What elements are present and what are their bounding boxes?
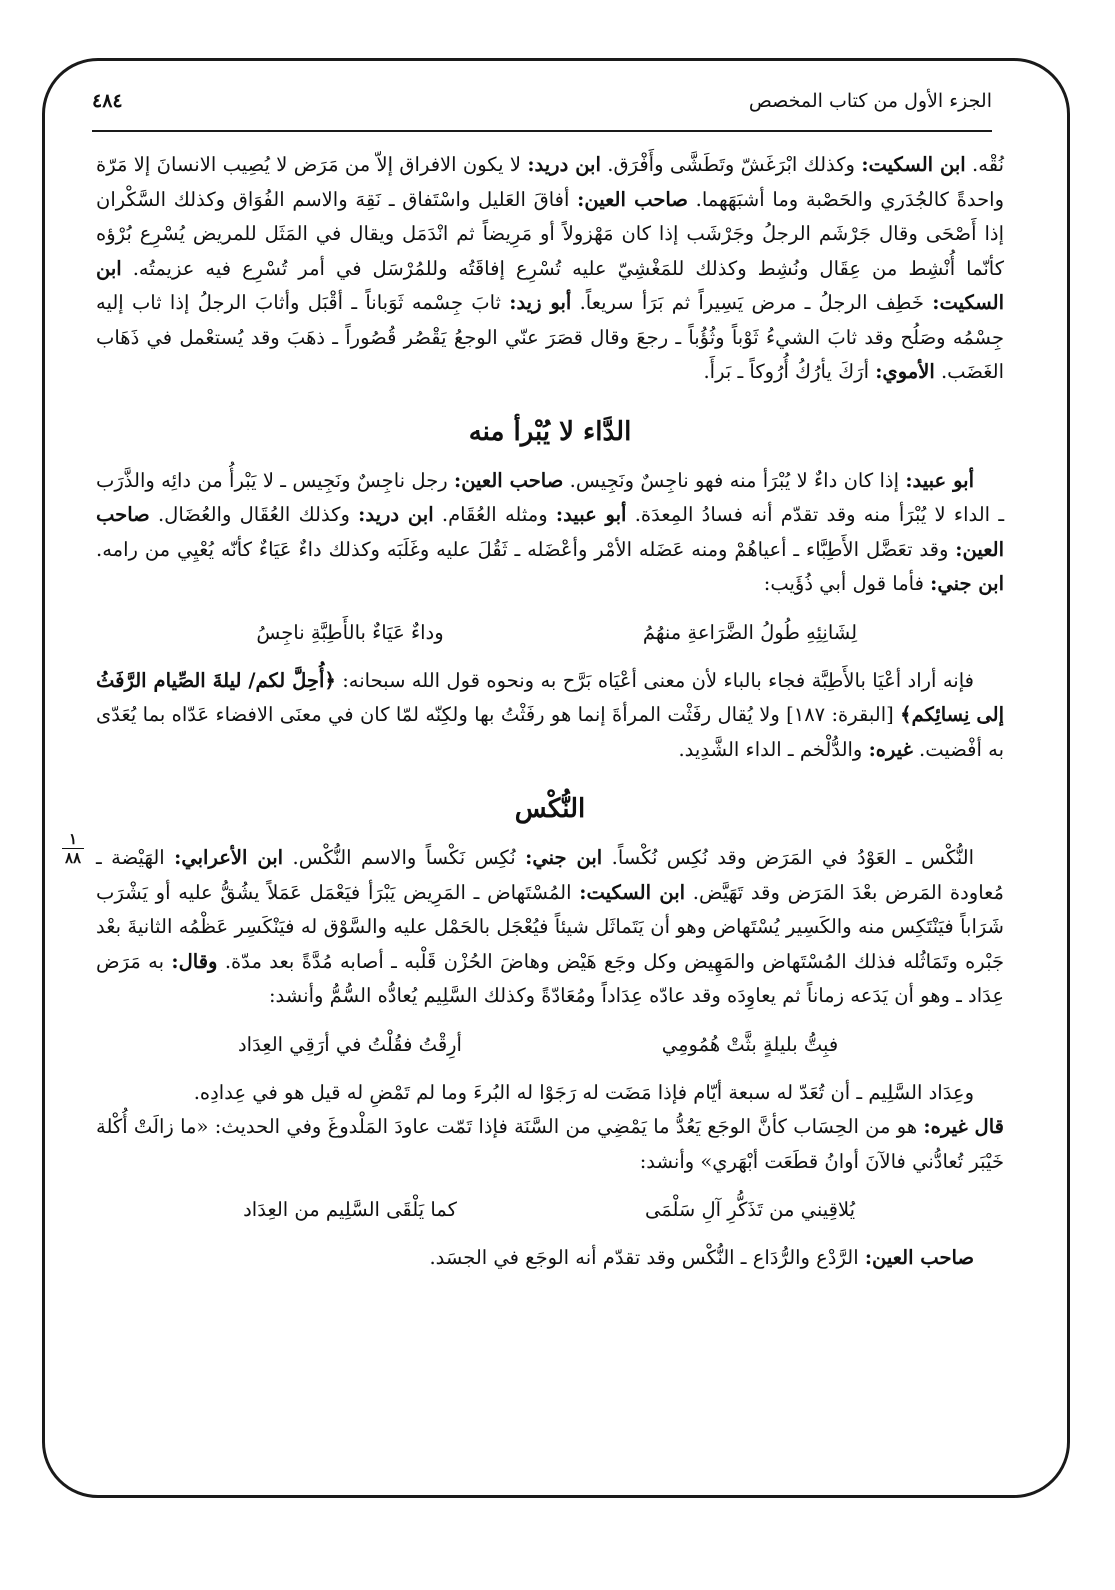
verse-first-hemistich: لِشَانِئِهِ طُولُ الضَّرَاعةِ منهُمُ xyxy=(642,620,858,644)
text-run: ومثله العُقَام. xyxy=(441,503,548,526)
text-run: به مَرَض عِدَاد ـ وهو أن يَدَعه زماناً ثم يعاوِدَه وقد عادّه عِدَاداً ومُعَادّةً وكذلك السَّلِيم يُعادُّه السُّمُّ وأنشد: xyxy=(96,949,1004,1007)
source-name: ابن جني: xyxy=(930,572,1004,595)
page-body xyxy=(96,148,1004,1276)
source-name: صاحب العين: xyxy=(96,503,1004,561)
text-run: والدُّلْخم ـ الداء الشَّدِيد. xyxy=(678,737,863,761)
text-run: رجل ناجِسٌ ونَجِيس ـ لا يَبْرأُ من دائِه والذَّرَب ـ الداء لا يُبْرَأ منه وقد تقدّم أنه فسادُ المِعدَة. xyxy=(96,468,1005,526)
margin-reference-top: ١ xyxy=(68,830,78,848)
source-name: صاحب العين: xyxy=(454,468,564,492)
intro-paragraph xyxy=(96,148,1004,390)
source-name: أبو زيد: xyxy=(509,291,572,314)
section1-paragraph-1 xyxy=(96,464,1004,602)
verse-first-hemistich: يُلاقِيني من تَذَكُّرِ آلِ سَلْمَى xyxy=(644,1198,856,1221)
section-heading-relapse: النُّكْس xyxy=(514,794,586,824)
poetry-verse xyxy=(96,1030,1004,1060)
verse-first-hemistich: فبِتُّ بليلةٍ بثَّتْ هُمُومِي xyxy=(661,1032,839,1056)
text-run: أرَكَ يأرُكُ أُرُوكاً ـ بَرأَ. xyxy=(703,360,870,383)
verse-second-hemistich: كما يَلْقَى السَّلِيم من العِدَاد xyxy=(243,1198,457,1221)
poetry-verse xyxy=(96,618,1004,648)
text-run: الهَيْضة ـ مُعاودة المَرض بعْدَ المَرَض وقد تَهَيَّض. xyxy=(96,846,1004,904)
section2-paragraph-2 xyxy=(96,1076,1004,1111)
text-run: ثابَ جِسْمه ثَوَباناً ـ أقْبَل وأثابَ الرجلُ إذا ثاب إليه جِسْمُه وصَلُح وقد ثابَ الشيءُ ثَوْباً وثُؤُباً ـ رجعَ وقال قصَرَ عنّي الوجعُ يَقْصُر قُصُوراً ـ ذهَبَ وقد يُستعْمل في ذَهَاب الغَضَب. xyxy=(96,291,1004,383)
section2-paragraph-4 xyxy=(96,1241,1004,1276)
source-name: وقال: xyxy=(171,949,218,973)
section2-paragraph-3 xyxy=(96,1110,1004,1179)
source-name: صاحب العين: xyxy=(864,1246,974,1269)
section-heading-incurable-disease: الدَّاء لا يُبْرأ منه xyxy=(468,416,632,447)
text-run: إذا كان داءٌ لا يُبْرَأ منه فهو ناجِسٌ ونَجِيس. xyxy=(569,468,899,492)
text-run: وقد تعَضَّل الأَطِبَّاء ـ أعياهُمْ ومنه عَضَله الأمْر وأعْضَله ـ ثَقُلَ عليه وغَلَبَه وكذلك داءٌ عَيَاءٌ كأنّه يُعْيِي من رامه. xyxy=(96,537,949,561)
source-name: ابن دريد: xyxy=(527,153,601,176)
source-name: أبو عبيد: xyxy=(555,503,627,526)
text-run: أفاقَ العَليل واسْتَفاق ـ نَقِهَ والاسم الفُوَاق وكذلك السَّكْران إذا أَصْحَى وقال جَرْشَم الرجلُ وجَرْشَب إذا كان مَهْزولاً أو مَرِيضاً ثم انْدَمَل ويقال في المَثَل للمريض يُسْرِع بُرْؤه كأنّما أُنْشِط من عِقَال ونُشِط وكذلك للمَغْشِيّ عليه تُسْرِع إفاقَتُه وللمُرْسَل في أمر تُسْرِع فيه عزيمتُه. xyxy=(96,187,1004,280)
page-header xyxy=(92,84,992,132)
source-name: ابن دريد: xyxy=(358,503,434,526)
text-run: هو من الحِسَاب كأنَّ الوجَع يَعُدُّ ما يَمْضِي من السَّنَة فإذا تَمّت عاودَ المَلْدوغَ وفي الحديث: «ما زالَتْ أُكْلة خَيْبَر تُعادُّني فالآنَ أوانُ قطَعَت أبْهَري» وأنشد: xyxy=(96,1115,1004,1173)
margin-reference-bottom: ٨٨ xyxy=(64,849,82,867)
section2-paragraph-1 xyxy=(96,841,1004,1014)
source-name: ابن السكيت: xyxy=(579,880,686,904)
source-name: ابن السكيت: xyxy=(96,256,1005,314)
text-run: فإنه أراد أعْيَا بالأَطِبَّة فجاء بالباء لأن معنى أعْيَاه بَرَّح به ونحوه قول الله سبحانه: xyxy=(342,668,974,692)
text-run: وكذلك ابْرَغَشّ وتَطَشَّى وأَفْرَق. xyxy=(607,153,855,176)
source-name: ابن الأعرابي: xyxy=(174,846,284,869)
source-name: ابن جني: xyxy=(525,846,603,869)
text-run: خَطِف الرجلُ ـ مرض يَسِيراً ثم بَرَأ سريعاً. xyxy=(579,291,924,314)
text-run: المُسْتَهاض ـ المَرِيض يَبْرَأ فيَعْمَل عَمَلاً يشُقُّ عليه أو يَشْرَب شَرَاباً فيَنْتَكِس منه والكَسِير يُسْتَهاض وهو أن يَتَماثَل شيئاً فيُعْجَل بالحَمْل عليه والسَّوْق له فيَنْكَسِر عَظْمُه الثانيةَ بعْد جَبْره وتَمَاثُله فذلك المُسْتَهاض والمَهِيض وكل وجَع هَيْض وهاضَ الحُزْن قَلْبه ـ أصابه مُدَّةً بعد مدّة. xyxy=(96,880,1005,973)
source-name: غيره: xyxy=(868,737,913,761)
text-run: وكذلك العُقَال والعُضَال. xyxy=(157,503,350,526)
text-run: فأما قول أبي ذُؤَيب: xyxy=(763,572,924,595)
source-name: صاحب العين: xyxy=(577,187,688,211)
poetry-verse xyxy=(96,1195,1004,1225)
text-run: وعِدَاد السَّلِيم ـ أن تُعَدّ له سبعة أيّام فإذا مَضَت له رَجَوْا له البُرءَ وما لم تَمْضِ له قيل هو في عِدادِه. xyxy=(193,1080,974,1104)
quran-quote: ﴿أُحِلَّ لكم/ ليلةَ الصِّيام الرَّفَثُ إلى نِسائِكم﴾ xyxy=(96,668,1004,726)
text-run: الرَّدْع والرُّدَاع ـ النُّكْس وقد تقدّم أنه الوجَع في الجسَد. xyxy=(429,1246,859,1269)
text-run: نُكِس نَكْساً والاسم النُّكْس. xyxy=(292,846,516,869)
text-run: النُّكْس ـ العَوْدُ في المَرَض وقد نُكِس نُكْساً. xyxy=(611,846,974,869)
text-run: لا يكون الافراق إلاّ من مَرَض لا يُصِيب الانسانَ إلا مَرّة واحدةً كالجُدَري والحَصْبة وما أشبَهَهما. xyxy=(96,153,1004,211)
section1-paragraph-2 xyxy=(96,664,1004,768)
source-name: قال غيره: xyxy=(923,1115,1004,1138)
verse-second-hemistich: أرِقْتُ فقُلْتُ في أرَقِي العِدَاد xyxy=(238,1032,462,1056)
text-run: [البقرة: ١٨٧] ولا يُقال رفَثْت المرأةَ إنما هو رفَثْتُ بها ولكِنّه لمّا كان في معنَى الافضاء عَدّاه بما يُعَدّى به أفْضيت. xyxy=(96,703,1004,761)
source-name: ابن السكيت: xyxy=(861,153,966,176)
verse-second-hemistich: وداءٌ عَيَاءٌ بالأَطِبَّةِ ناجِسُ xyxy=(256,620,444,644)
source-name: الأموي: xyxy=(875,360,935,383)
source-name: أبو عبيد: xyxy=(905,468,974,492)
text-run: نُقْه. xyxy=(972,153,1004,176)
running-title: الجزء الأول من كتاب المخصص xyxy=(748,90,992,112)
margin-page-reference xyxy=(58,832,88,865)
page-number: ٤٨٤ xyxy=(92,90,123,112)
